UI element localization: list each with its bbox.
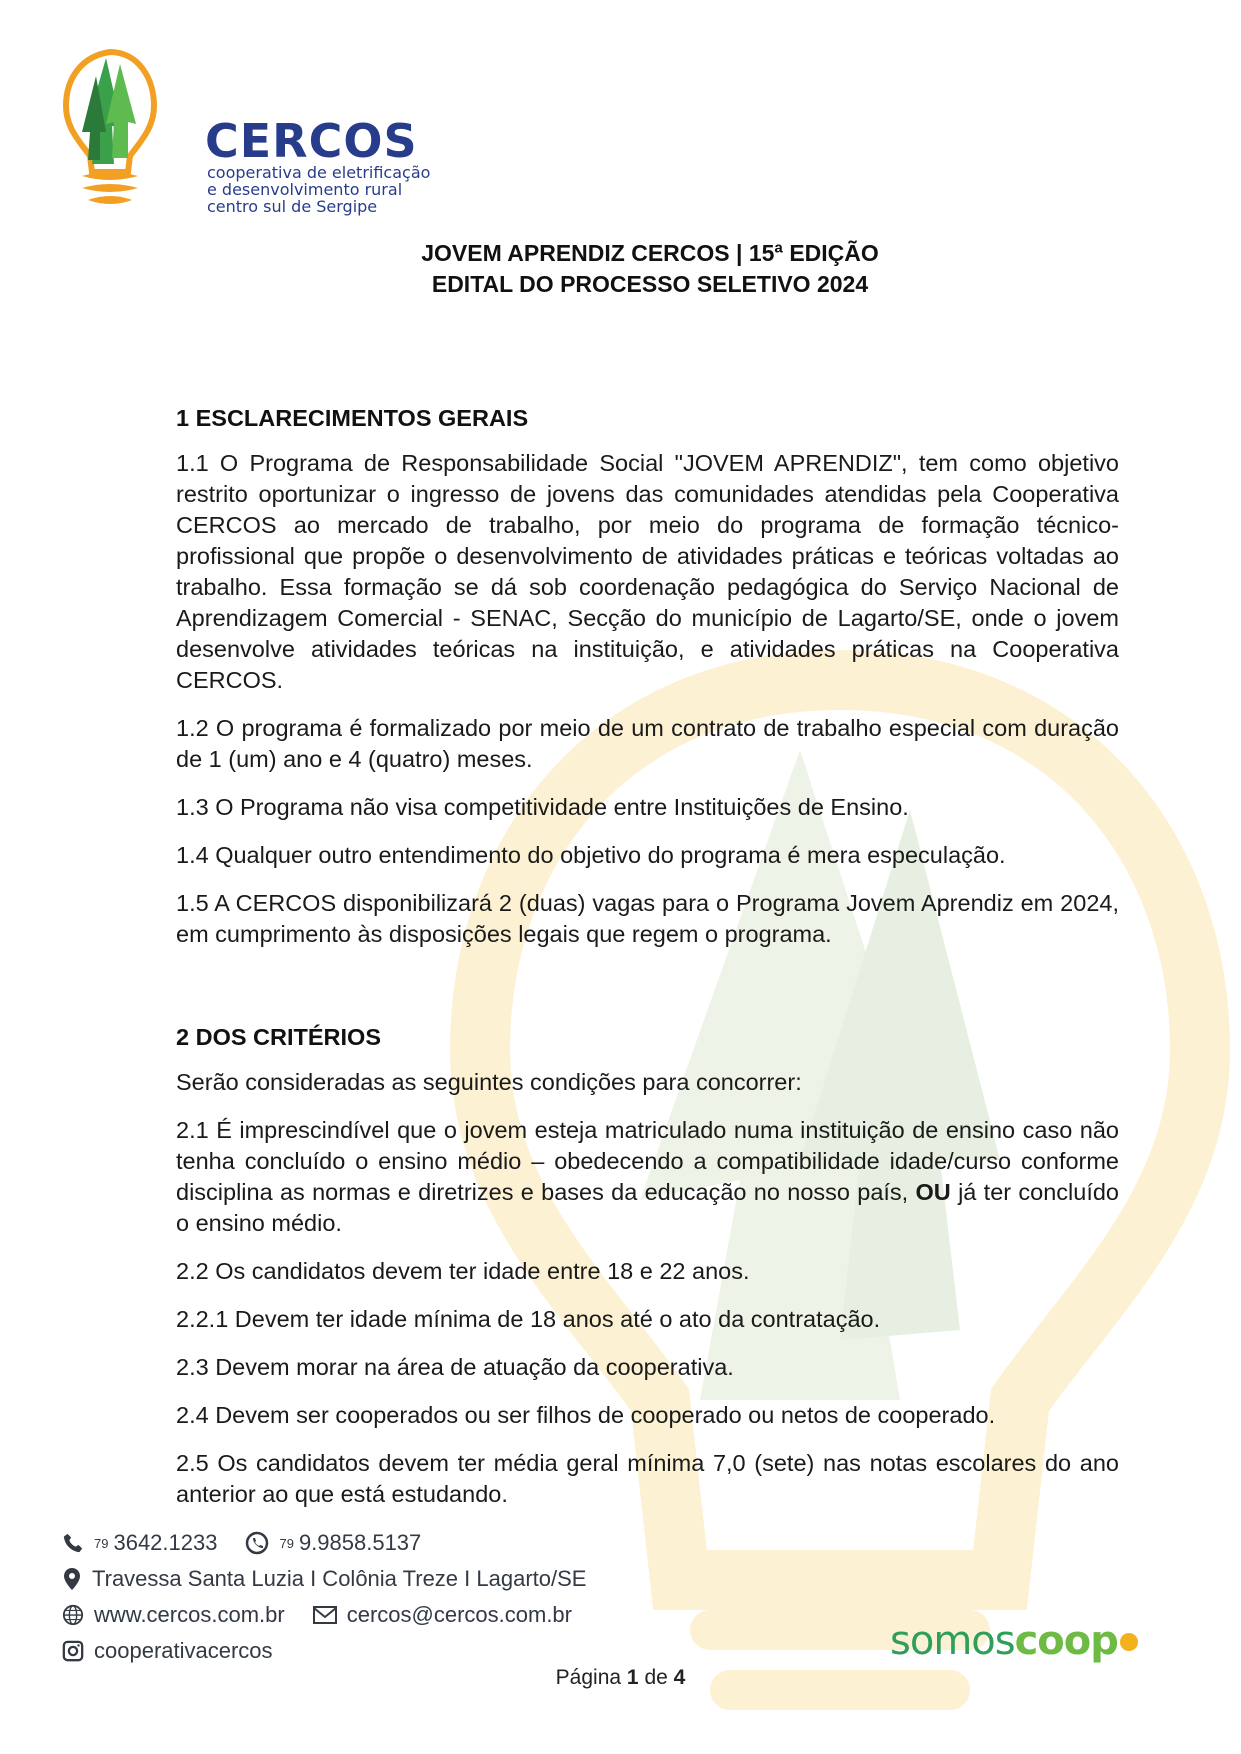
document-title — [0, 238, 1241, 300]
section-heading-2: 2 DOS CRITÉRIOS — [176, 1024, 382, 1050]
paragraph-2-3: 2.3 Devem morar na área de atuação da cooperativa. — [176, 1354, 734, 1380]
page-label: Página — [555, 1666, 622, 1689]
logo-name: CERCOS — [205, 114, 418, 168]
location-pin-icon — [62, 1567, 82, 1591]
paragraph-1-2: 1.2 O programa é formalizado por meio de um contrato de trabalho especial com duração de 1 (um) ano e 4 (quatro) meses. — [176, 715, 1119, 772]
paragraph-1-1: 1.1 O Programa de Responsabilidade Social "JOVEM APRENDIZ", tem como objetivo restrito oportunizar o ingresso de jovens das comunidades atendidas pela Cooperativa CERCOS ao mercado de trabalho, por meio do programa de formação técnico-profissional que propõe o desenvolvimento de atividades práticas e teóricas voltadas ao trabalho. Essa formação se dá sob coordenação pedagógica do Serviço Nacional de Aprendizagem Comercial - SENAC, Secção do município de Lagarto/SE, onde o jovem desenvolve atividades teóricas na instituição, e atividades práticas na Cooperativa CERCOS. — [176, 450, 1119, 693]
phone-number[interactable]: 3642.1233 — [113, 1530, 218, 1555]
title-line-2: EDITAL DO PROCESSO SELETIVO 2024 — [431, 271, 869, 297]
page-of: de — [644, 1666, 668, 1689]
address-text: Travessa Santa Luzia I Colônia Treze I Lagarto/SE — [92, 1566, 587, 1591]
somoscoop-logo — [890, 1618, 1138, 1664]
phone-icon — [62, 1532, 84, 1554]
paragraph-2-2-1: 2.2.1 Devem ter idade mínima de 18 anos até o ato da contratação. — [176, 1306, 881, 1332]
logo-tagline-2: e desenvolvimento rural — [207, 180, 403, 199]
paragraph-2-1-emphasis: OU — [915, 1179, 951, 1205]
cercos-logo — [62, 48, 431, 216]
document-body — [176, 403, 1119, 1510]
contact-phones — [62, 1530, 421, 1556]
phone-ddd: 79 — [94, 1535, 109, 1551]
brand-somos: somos — [890, 1618, 1015, 1664]
paragraph-2-2: 2.2 Os candidatos devem ter idade entre 18 e 22 anos. — [176, 1258, 750, 1284]
mail-icon — [313, 1605, 337, 1625]
website-link[interactable]: www.cercos.com.br — [94, 1602, 285, 1627]
logo-tagline-1: cooperativa de eletrificação — [207, 163, 431, 182]
whatsapp-number[interactable]: 9.9858.5137 — [298, 1530, 422, 1555]
page-number — [0, 1666, 1241, 1690]
instagram-handle[interactable]: cooperativacercos — [94, 1638, 273, 1663]
page-current: 1 — [626, 1666, 639, 1689]
paragraph-2-1 — [176, 1115, 1119, 1239]
paragraph-2-intro: Serão consideradas as seguintes condições para concorrer: — [176, 1069, 802, 1095]
logo-tagline-3: centro sul de Sergipe — [207, 197, 378, 216]
paragraph-1-5: 1.5 A CERCOS disponibilizará 2 (duas) vagas para o Programa Jovem Aprendiz em 2024, em cumprimento às disposições legais que regem o programa. — [176, 890, 1119, 947]
paragraph-1-4: 1.4 Qualquer outro entendimento do objetivo do programa é mera especulação. — [176, 842, 1006, 868]
paragraph-2-4: 2.4 Devem ser cooperados ou ser filhos de cooperado ou netos de cooperado. — [176, 1402, 996, 1428]
whatsapp-ddd: 79 — [279, 1535, 294, 1551]
instagram-icon — [62, 1640, 84, 1662]
paragraph-2-5: 2.5 Os candidatos devem ter média geral mínima 7,0 (sete) nas notas escolares do ano anterior ao que está estudando. — [176, 1450, 1119, 1507]
section-heading-1: 1 ESCLARECIMENTOS GERAIS — [176, 405, 529, 431]
brand-dot-icon — [1120, 1633, 1138, 1651]
paragraph-2-1-text: 2.1 É imprescindível que o jovem esteja matriculado numa instituição de ensino caso não tenha concluído o ensino médio – obedecendo a compatibilidade idade/curso conforme disciplina as normas e diretrizes e bases da educação no nosso país, — [176, 1117, 1119, 1205]
paragraph-2-1-tail: já ter concluído o ensino médio. — [176, 1179, 1119, 1236]
paragraph-1-3: 1.3 O Programa não visa competitividade entre Instituições de Ensino. — [176, 794, 909, 820]
whatsapp-icon — [245, 1531, 269, 1555]
email-link[interactable]: cercos@cercos.com.br — [346, 1602, 572, 1627]
brand-coop: coop — [1014, 1618, 1118, 1664]
lightbulb-logo-icon — [62, 48, 202, 216]
contact-address — [62, 1566, 586, 1592]
title-line-1: JOVEM APRENDIZ CERCOS | 15ª EDIÇÃO — [421, 240, 879, 266]
globe-icon — [62, 1604, 84, 1626]
page-total: 4 — [673, 1666, 686, 1689]
contact-web — [62, 1602, 572, 1628]
contact-social — [62, 1638, 273, 1664]
